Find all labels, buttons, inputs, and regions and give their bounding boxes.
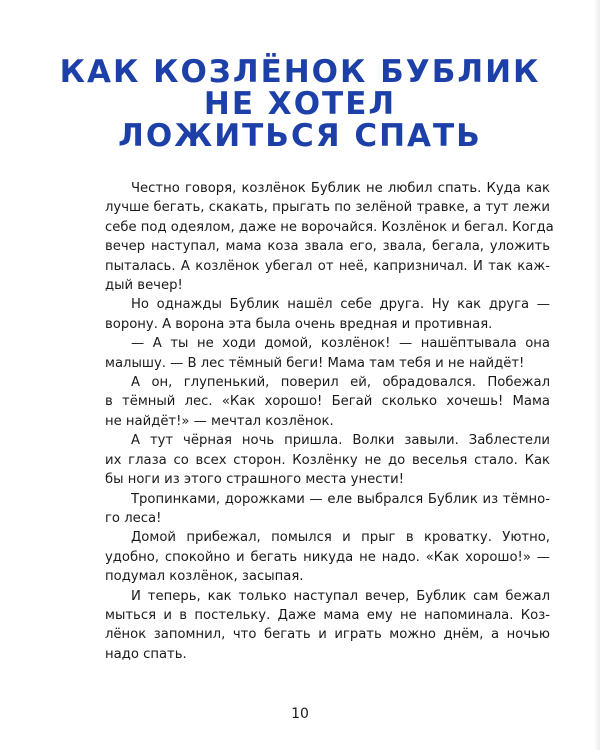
story-paragraph xyxy=(105,334,550,373)
story-title xyxy=(0,56,600,152)
story-paragraph xyxy=(105,490,550,529)
text-line: вечер наступал, мама коза звала его, звала, бегала, уложить xyxy=(105,239,550,255)
story-paragraph xyxy=(105,528,550,586)
text-line: — А ты не ходи домой, козлёнок! — нашёптывала она xyxy=(131,336,550,352)
text-line: Честно говоря, козлёнок Бублик не любил спать. Куда как xyxy=(131,181,550,196)
text-line: их глаза со всех сторон. Козлёнку не до веселья стало. Как xyxy=(105,452,550,468)
text-line: мыться и в постельку. Даже мама ему не напоминала. Коз- xyxy=(105,607,550,623)
text-line: дый вечер! xyxy=(105,278,183,294)
story-paragraph xyxy=(105,179,554,295)
title-line-1: КАК КОЗЛЁНОК БУБЛИК xyxy=(59,54,541,90)
text-line: подумал козлёнок, засыпая. xyxy=(105,569,304,585)
text-line: го леса! xyxy=(105,510,162,526)
text-line: малышу. — В лес тёмный беги! Мама там тебя и не найдёт! xyxy=(105,355,525,371)
text-line: Домой прибежал, помылся и прыг в кроватку. Уютно, xyxy=(131,530,550,546)
text-line: в тёмный лес. «Как хорошо! Бегай сколько хочешь! Мама xyxy=(105,394,550,410)
text-line: не найдёт!» — мечтал козлёнок. xyxy=(105,413,334,429)
story-paragraph xyxy=(105,587,550,665)
text-line: бы ноги из этого страшного места унести! xyxy=(105,472,404,488)
text-line: А он, глупенький, поверил ей, обрадовался. Побежал xyxy=(131,375,550,391)
story-paragraph xyxy=(105,373,550,431)
title-line-2: НЕ ХОТЕЛ xyxy=(203,86,397,122)
story-body xyxy=(105,179,554,664)
text-line: А тут чёрная ночь пришла. Волки завыли. Заблестели xyxy=(131,433,550,449)
text-line: себе под одеялом, даже не ворочайся. Козлёнок и бегал. Когда xyxy=(105,219,554,235)
text-line: Тропинками, дорожками — еле выбрался Бублик из тёмно- xyxy=(131,491,550,507)
text-line: удобно, спокойно и бегать никуда не надо. «Как хорошо!» — xyxy=(105,549,550,565)
page-number: 10 xyxy=(291,706,309,722)
text-line: лёнок запомнил, что бегать и играть можно днём, а ночью xyxy=(105,627,550,643)
story-paragraph xyxy=(105,431,550,489)
text-line: ворону. А ворона эта была очень вредная и противная. xyxy=(105,316,493,332)
title-line-3: ЛОЖИТЬСЯ СПАТЬ xyxy=(118,118,482,154)
text-line: пыталась. А козлёнок убегал от неё, капризничал. И так каж- xyxy=(105,258,550,274)
text-line: Но однажды Бублик нашёл себе друга. Ну как друга — xyxy=(131,297,550,313)
text-line: надо спать. xyxy=(105,646,187,662)
text-line: лучше бегать, скакать, прыгать по зелёной травке, а тут лежи xyxy=(105,200,550,216)
story-paragraph xyxy=(105,295,550,334)
text-line: И теперь, как только наступал вечер, Бублик сам бежал xyxy=(131,588,550,604)
